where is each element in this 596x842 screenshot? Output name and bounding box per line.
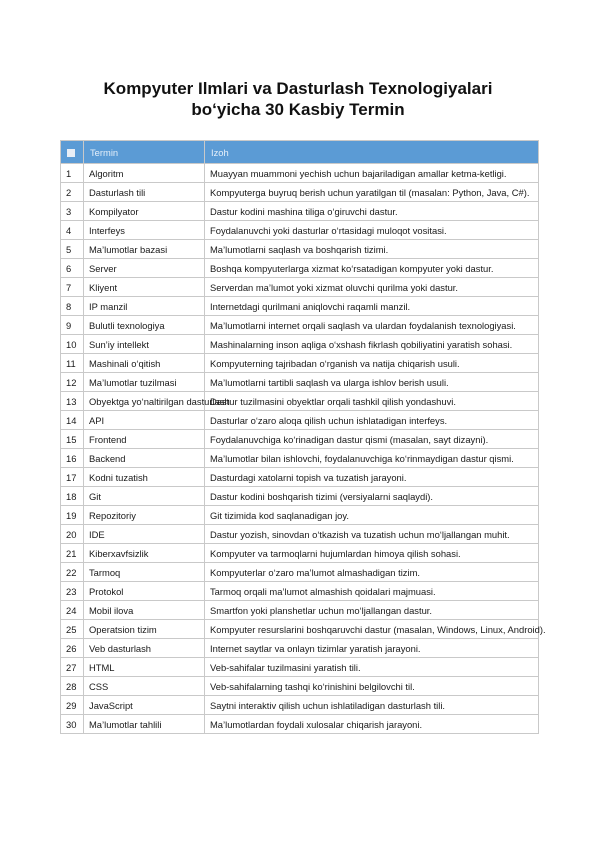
row-number: 20: [61, 525, 84, 544]
row-description: Dastur tuzilmasini obyektlar orqali tashkil qilish yondashuvi.: [205, 392, 539, 411]
table-row: [61, 297, 539, 316]
title-line-2: bo‘yicha 30 Kasbiy Termin: [191, 100, 405, 119]
row-number: 21: [61, 544, 84, 563]
table-row: [61, 202, 539, 221]
row-description: Kompyuterga buyruq berish uchun yaratilgan til (masalan: Python, Java, C#).: [205, 183, 539, 202]
row-description: Muayyan muammoni yechish uchun bajariladigan amallar ketma-ketligi.: [205, 164, 539, 183]
row-description: Dastur kodini boshqarish tizimi (versiyalarni saqlaydi).: [205, 487, 539, 506]
table-row: [61, 677, 539, 696]
row-description: Ma’lumotlarni internet orqali saqlash va ulardan foydalanish texnologiyasi.: [205, 316, 539, 335]
row-term: Ma’lumotlar tuzilmasi: [84, 373, 205, 392]
row-description: Tarmoq orqali ma’lumot almashish qoidalari majmuasi.: [205, 582, 539, 601]
row-term: Protokol: [84, 582, 205, 601]
row-description: Dastur yozish, sinovdan o‘tkazish va tuzatish uchun mo‘ljallangan muhit.: [205, 525, 539, 544]
row-term: Mobil ilova: [84, 601, 205, 620]
table-row: [61, 411, 539, 430]
row-number: 5: [61, 240, 84, 259]
table-row: [61, 392, 539, 411]
row-number: 1: [61, 164, 84, 183]
row-description: Mashinalarning inson aqliga o‘xshash fikrlash qobiliyatini yaratish sohasi.: [205, 335, 539, 354]
row-term: Tarmoq: [84, 563, 205, 582]
row-description: Boshqa kompyuterlarga xizmat ko‘rsatadigan kompyuter yoki dastur.: [205, 259, 539, 278]
row-number: 17: [61, 468, 84, 487]
table-row: [61, 354, 539, 373]
row-term: HTML: [84, 658, 205, 677]
table-row: [61, 506, 539, 525]
row-term: Git: [84, 487, 205, 506]
row-description: Ma’lumotlardan foydali xulosalar chiqarish jarayoni.: [205, 715, 539, 734]
table-row: [61, 544, 539, 563]
row-number: 10: [61, 335, 84, 354]
row-term: Operatsion tizim: [84, 620, 205, 639]
row-number: 18: [61, 487, 84, 506]
table-row: [61, 259, 539, 278]
table-row: [61, 582, 539, 601]
row-description: Internet saytlar va onlayn tizimlar yaratish jarayoni.: [205, 639, 539, 658]
row-term: Frontend: [84, 430, 205, 449]
row-description: Ma’lumotlarni saqlash va boshqarish tizimi.: [205, 240, 539, 259]
table-row: [61, 449, 539, 468]
table-row: [61, 658, 539, 677]
row-term: Mashinali o‘qitish: [84, 354, 205, 373]
table-row: [61, 715, 539, 734]
row-term: Obyektga yo‘naltirilgan dasturlash: [84, 392, 205, 411]
table-row: [61, 278, 539, 297]
header-description: Izoh: [205, 141, 539, 164]
row-number: 8: [61, 297, 84, 316]
title-line-1: Kompyuter Ilmlari va Dasturlash Texnologiyalari: [103, 79, 493, 98]
row-number: 25: [61, 620, 84, 639]
table-row: [61, 240, 539, 259]
document-title: [0, 78, 596, 120]
row-description: Kompyuter resurslarini boshqaruvchi dastur (masalan, Windows, Linux, Android).: [205, 620, 539, 639]
row-number: 7: [61, 278, 84, 297]
row-term: JavaScript: [84, 696, 205, 715]
row-number: 6: [61, 259, 84, 278]
row-description: Smartfon yoki planshetlar uchun mo‘ljallangan dastur.: [205, 601, 539, 620]
terms-table: [60, 140, 546, 734]
row-description: Veb-sahifalar tuzilmasini yaratish tili.: [205, 658, 539, 677]
row-term: IP manzil: [84, 297, 205, 316]
table-row: [61, 164, 539, 183]
row-term: Kodni tuzatish: [84, 468, 205, 487]
table-row: [61, 696, 539, 715]
row-term: Bulutli texnologiya: [84, 316, 205, 335]
table-row: [61, 601, 539, 620]
row-number: 3: [61, 202, 84, 221]
header-number-cell: [61, 141, 84, 164]
row-description: Kompyuterning tajribadan o‘rganish va natija chiqarish usuli.: [205, 354, 539, 373]
row-description: Git tizimida kod saqlanadigan joy.: [205, 506, 539, 525]
row-number: 26: [61, 639, 84, 658]
row-number: 27: [61, 658, 84, 677]
row-description: Kompyuterlar o‘zaro ma’lumot almashadigan tizim.: [205, 563, 539, 582]
row-number: 2: [61, 183, 84, 202]
table-row: [61, 221, 539, 240]
row-number: 28: [61, 677, 84, 696]
row-description: Kompyuter va tarmoqlarni hujumlardan himoya qilish sohasi.: [205, 544, 539, 563]
table-row: [61, 639, 539, 658]
row-term: Veb dasturlash: [84, 639, 205, 658]
square-icon: [67, 149, 75, 157]
table-row: [61, 563, 539, 582]
row-term: Backend: [84, 449, 205, 468]
header-term: Termin: [84, 141, 205, 164]
row-description: Ma’lumotlar bilan ishlovchi, foydalanuvchiga ko‘rinmaydigan dastur qismi.: [205, 449, 539, 468]
table-row: [61, 430, 539, 449]
table-body: [61, 164, 546, 734]
row-description: Saytni interaktiv qilish uchun ishlatiladigan dasturlash tili.: [205, 696, 539, 715]
row-number: 12: [61, 373, 84, 392]
row-term: Kompilyator: [84, 202, 205, 221]
row-description: Foydalanuvchi yoki dasturlar o‘rtasidagi muloqot vositasi.: [205, 221, 539, 240]
table-row: [61, 487, 539, 506]
row-term: IDE: [84, 525, 205, 544]
row-description: Foydalanuvchiga ko‘rinadigan dastur qismi (masalan, sayt dizayni).: [205, 430, 539, 449]
row-number: 22: [61, 563, 84, 582]
table-row: [61, 468, 539, 487]
row-number: 19: [61, 506, 84, 525]
row-number: 29: [61, 696, 84, 715]
row-term: CSS: [84, 677, 205, 696]
table-row: [61, 183, 539, 202]
row-term: Interfeys: [84, 221, 205, 240]
row-number: 16: [61, 449, 84, 468]
row-number: 15: [61, 430, 84, 449]
row-term: Repozitoriy: [84, 506, 205, 525]
row-description: Ma’lumotlarni tartibli saqlash va ularga ishlov berish usuli.: [205, 373, 539, 392]
row-description: Dastur kodini mashina tiliga o‘giruvchi dastur.: [205, 202, 539, 221]
row-term: Dasturlash tili: [84, 183, 205, 202]
table-header-row: [61, 141, 539, 164]
row-description: Internetdagi qurilmani aniqlovchi raqamli manzil.: [205, 297, 539, 316]
row-description: Veb-sahifalarning tashqi ko‘rinishini belgilovchi til.: [205, 677, 539, 696]
row-term: Algoritm: [84, 164, 205, 183]
row-number: 11: [61, 354, 84, 373]
row-term: Sun’iy intellekt: [84, 335, 205, 354]
row-description: Serverdan ma’lumot yoki xizmat oluvchi qurilma yoki dastur.: [205, 278, 539, 297]
table-row: [61, 620, 539, 639]
row-term: Ma’lumotlar bazasi: [84, 240, 205, 259]
row-number: 13: [61, 392, 84, 411]
row-number: 14: [61, 411, 84, 430]
row-number: 24: [61, 601, 84, 620]
table-row: [61, 525, 539, 544]
row-term: API: [84, 411, 205, 430]
row-term: Ma’lumotlar tahlili: [84, 715, 205, 734]
table-row: [61, 316, 539, 335]
row-term: Kliyent: [84, 278, 205, 297]
row-description: Dasturlar o‘zaro aloqa qilish uchun ishlatadigan interfeys.: [205, 411, 539, 430]
row-term: Server: [84, 259, 205, 278]
row-number: 4: [61, 221, 84, 240]
row-term: Kiberxavfsizlik: [84, 544, 205, 563]
row-number: 9: [61, 316, 84, 335]
row-description: Dasturdagi xatolarni topish va tuzatish jarayoni.: [205, 468, 539, 487]
table-row: [61, 373, 539, 392]
row-number: 30: [61, 715, 84, 734]
table-row: [61, 335, 539, 354]
row-number: 23: [61, 582, 84, 601]
